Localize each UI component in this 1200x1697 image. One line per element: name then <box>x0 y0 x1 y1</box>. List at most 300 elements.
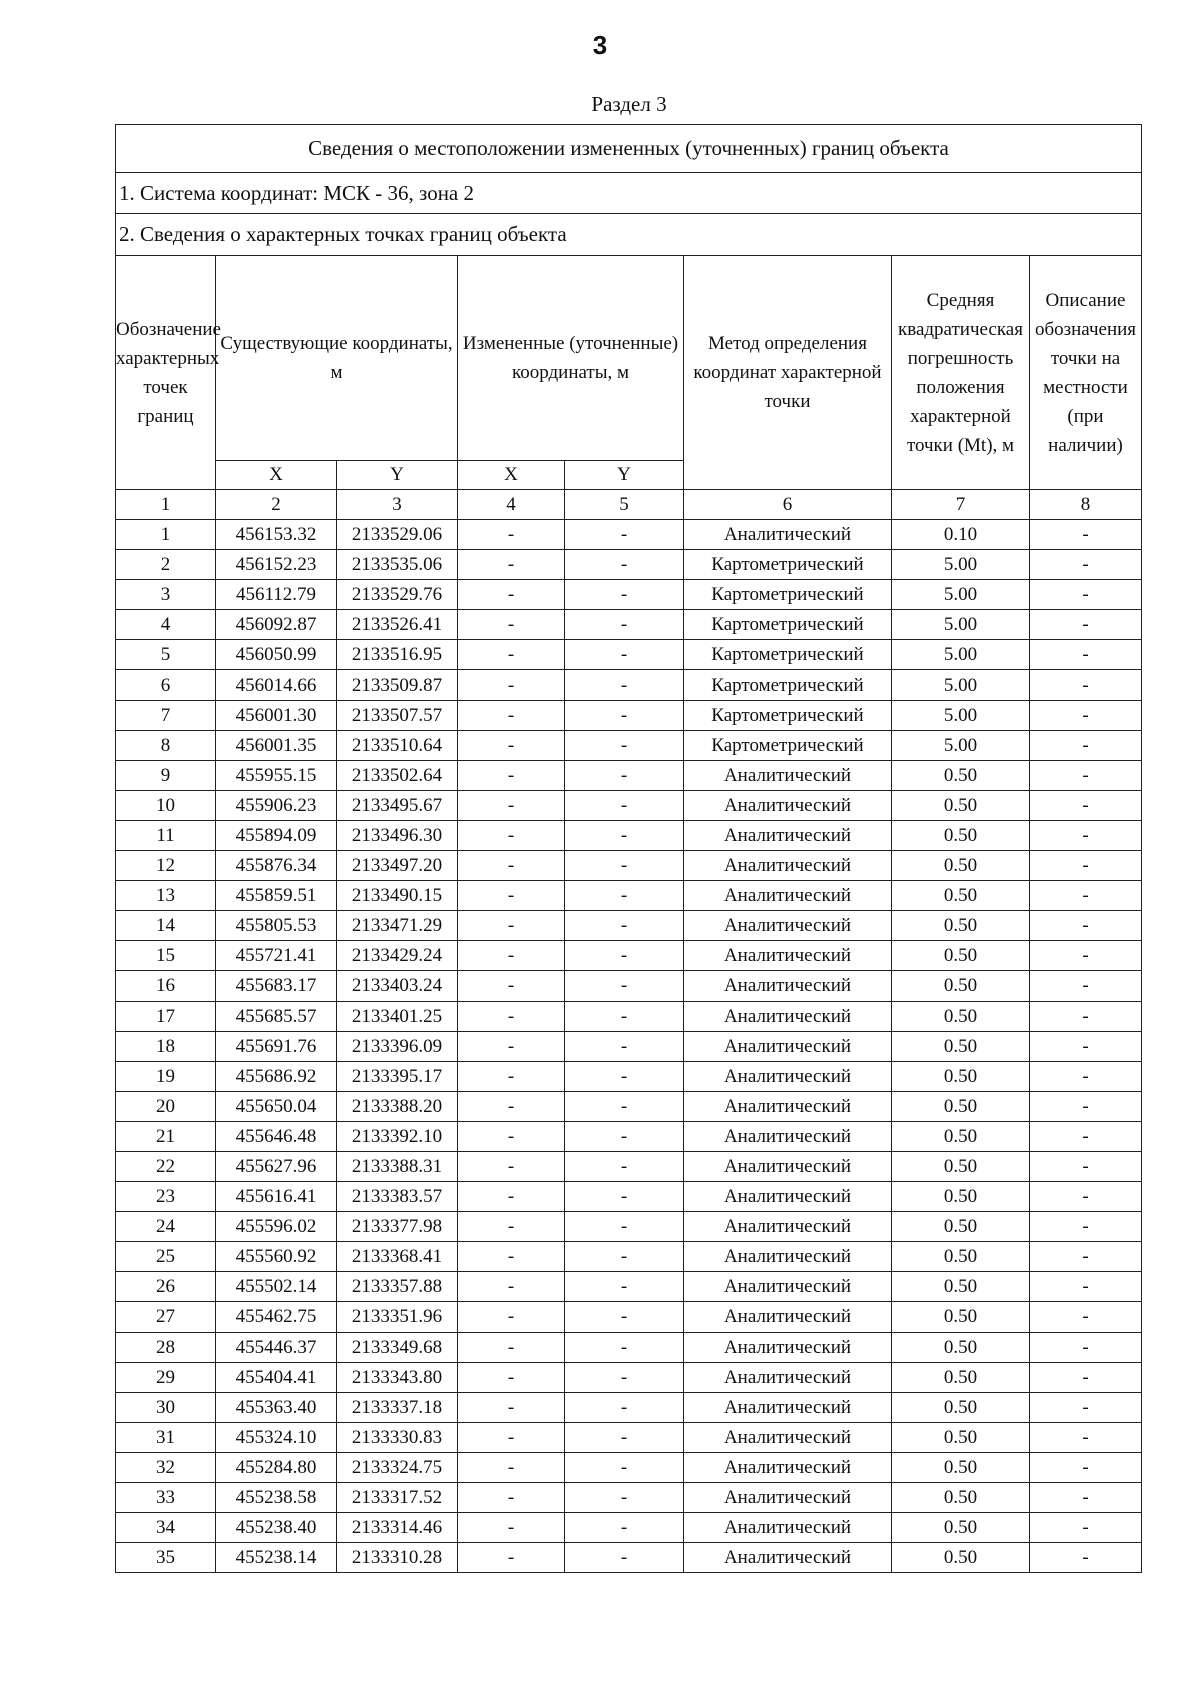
changed-y-cell: - <box>565 1182 684 1212</box>
method-cell: Аналитический <box>684 1151 892 1181</box>
point-number-cell: 26 <box>116 1272 216 1302</box>
description-cell: - <box>1030 1151 1142 1181</box>
table-row <box>116 1272 1142 1302</box>
accuracy-cell: 0.50 <box>892 790 1030 820</box>
description-cell: - <box>1030 1362 1142 1392</box>
method-cell: Картометрический <box>684 670 892 700</box>
point-number-cell: 20 <box>116 1091 216 1121</box>
table-row <box>116 1242 1142 1272</box>
accuracy-cell: 0.50 <box>892 911 1030 941</box>
header-designation: Обозначение характерных точек границ <box>116 256 216 490</box>
accuracy-cell: 0.50 <box>892 1483 1030 1513</box>
existing-y-cell: 2133509.87 <box>337 670 458 700</box>
changed-y-cell: - <box>565 610 684 640</box>
point-number-cell: 6 <box>116 670 216 700</box>
description-cell: - <box>1030 520 1142 550</box>
method-cell: Аналитический <box>684 1001 892 1031</box>
method-cell: Аналитический <box>684 820 892 850</box>
changed-x-cell: - <box>458 820 565 850</box>
table-row <box>116 1422 1142 1452</box>
changed-x-cell: - <box>458 1061 565 1091</box>
existing-y-cell: 2133395.17 <box>337 1061 458 1091</box>
point-number-cell: 30 <box>116 1392 216 1422</box>
point-number-cell: 29 <box>116 1362 216 1392</box>
method-cell: Аналитический <box>684 1212 892 1242</box>
column-number: 5 <box>565 490 684 520</box>
accuracy-cell: 0.50 <box>892 1091 1030 1121</box>
method-cell: Картометрический <box>684 730 892 760</box>
existing-x-cell: 455685.57 <box>216 1001 337 1031</box>
existing-x-cell: 455596.02 <box>216 1212 337 1242</box>
description-cell: - <box>1030 1483 1142 1513</box>
changed-x-cell: - <box>458 700 565 730</box>
changed-y-cell: - <box>565 1242 684 1272</box>
accuracy-cell: 0.50 <box>892 1001 1030 1031</box>
description-cell: - <box>1030 1121 1142 1151</box>
point-number-cell: 1 <box>116 520 216 550</box>
point-number-cell: 31 <box>116 1422 216 1452</box>
method-cell: Аналитический <box>684 881 892 911</box>
point-number-cell: 13 <box>116 881 216 911</box>
changed-x-cell: - <box>458 1543 565 1573</box>
existing-x-cell: 455284.80 <box>216 1452 337 1482</box>
method-cell: Картометрический <box>684 580 892 610</box>
table-row <box>116 1452 1142 1482</box>
header-changed-coordinates: Измененные (уточненные) координаты, м <box>458 256 684 461</box>
existing-y-cell: 2133507.57 <box>337 700 458 730</box>
header-existing-coordinates: Существующие координаты, м <box>216 256 458 461</box>
existing-y-cell: 2133495.67 <box>337 790 458 820</box>
point-number-cell: 2 <box>116 550 216 580</box>
existing-y-cell: 2133310.28 <box>337 1543 458 1573</box>
description-cell: - <box>1030 1543 1142 1573</box>
changed-x-cell: - <box>458 1362 565 1392</box>
existing-x-cell: 455805.53 <box>216 911 337 941</box>
description-cell: - <box>1030 1091 1142 1121</box>
point-number-cell: 32 <box>116 1452 216 1482</box>
point-number-cell: 19 <box>116 1061 216 1091</box>
table-row <box>116 1212 1142 1242</box>
changed-x-cell: - <box>458 911 565 941</box>
existing-y-cell: 2133526.41 <box>337 610 458 640</box>
header-description: Описание обозначения точки на местности (при наличии) <box>1030 256 1142 490</box>
point-number-cell: 11 <box>116 820 216 850</box>
changed-x-cell: - <box>458 1332 565 1362</box>
column-numbers-row <box>116 490 1142 520</box>
changed-x-cell: - <box>458 520 565 550</box>
accuracy-cell: 0.50 <box>892 1061 1030 1091</box>
changed-y-cell: - <box>565 911 684 941</box>
changed-x-cell: - <box>458 1212 565 1242</box>
point-number-cell: 5 <box>116 640 216 670</box>
description-cell: - <box>1030 1031 1142 1061</box>
changed-x-cell: - <box>458 640 565 670</box>
point-number-cell: 21 <box>116 1121 216 1151</box>
column-number: 7 <box>892 490 1030 520</box>
column-number: 3 <box>337 490 458 520</box>
header-existing-x: X <box>216 461 337 490</box>
table-row <box>116 790 1142 820</box>
description-cell: - <box>1030 760 1142 790</box>
changed-y-cell: - <box>565 1362 684 1392</box>
changed-y-cell: - <box>565 1272 684 1302</box>
existing-y-cell: 2133396.09 <box>337 1031 458 1061</box>
existing-x-cell: 455646.48 <box>216 1121 337 1151</box>
table-row <box>116 1091 1142 1121</box>
table-row <box>116 1001 1142 1031</box>
changed-y-cell: - <box>565 1513 684 1543</box>
accuracy-cell: 0.50 <box>892 820 1030 850</box>
description-cell: - <box>1030 550 1142 580</box>
method-cell: Аналитический <box>684 1272 892 1302</box>
changed-y-cell: - <box>565 520 684 550</box>
accuracy-cell: 0.50 <box>892 1332 1030 1362</box>
existing-x-cell: 456050.99 <box>216 640 337 670</box>
table-row <box>116 881 1142 911</box>
point-number-cell: 24 <box>116 1212 216 1242</box>
accuracy-cell: 0.10 <box>892 520 1030 550</box>
existing-x-cell: 455446.37 <box>216 1332 337 1362</box>
accuracy-cell: 5.00 <box>892 670 1030 700</box>
table-row <box>116 971 1142 1001</box>
method-cell: Аналитический <box>684 941 892 971</box>
table-row <box>116 1302 1142 1332</box>
existing-y-cell: 2133351.96 <box>337 1302 458 1332</box>
method-cell: Аналитический <box>684 790 892 820</box>
section-title: Раздел 3 <box>591 92 667 116</box>
changed-x-cell: - <box>458 941 565 971</box>
existing-x-cell: 456014.66 <box>216 670 337 700</box>
table-row <box>116 1483 1142 1513</box>
existing-y-cell: 2133401.25 <box>337 1001 458 1031</box>
existing-x-cell: 456001.35 <box>216 730 337 760</box>
changed-x-cell: - <box>458 760 565 790</box>
header-method: Метод определения координат характерной точки <box>684 256 892 490</box>
changed-y-cell: - <box>565 1543 684 1573</box>
existing-x-cell: 455906.23 <box>216 790 337 820</box>
description-cell: - <box>1030 1452 1142 1482</box>
point-number-cell: 33 <box>116 1483 216 1513</box>
existing-y-cell: 2133529.06 <box>337 520 458 550</box>
description-cell: - <box>1030 790 1142 820</box>
description-cell: - <box>1030 1422 1142 1452</box>
accuracy-cell: 0.50 <box>892 1452 1030 1482</box>
existing-y-cell: 2133496.30 <box>337 820 458 850</box>
existing-x-cell: 456153.32 <box>216 520 337 550</box>
column-number: 1 <box>116 490 216 520</box>
table-row <box>116 670 1142 700</box>
changed-x-cell: - <box>458 1182 565 1212</box>
existing-y-cell: 2133535.06 <box>337 550 458 580</box>
changed-x-cell: - <box>458 1392 565 1422</box>
description-cell: - <box>1030 971 1142 1001</box>
accuracy-cell: 0.50 <box>892 1031 1030 1061</box>
changed-x-cell: - <box>458 1272 565 1302</box>
changed-x-cell: - <box>458 1302 565 1332</box>
changed-y-cell: - <box>565 1332 684 1362</box>
point-number-cell: 34 <box>116 1513 216 1543</box>
table-row <box>116 1182 1142 1212</box>
table-row <box>116 640 1142 670</box>
changed-x-cell: - <box>458 1242 565 1272</box>
existing-x-cell: 455238.14 <box>216 1543 337 1573</box>
existing-y-cell: 2133324.75 <box>337 1452 458 1482</box>
header-changed-y: Y <box>565 461 684 490</box>
accuracy-cell: 0.50 <box>892 1513 1030 1543</box>
description-cell: - <box>1030 1332 1142 1362</box>
table-row <box>116 1392 1142 1422</box>
accuracy-cell: 0.50 <box>892 760 1030 790</box>
table-row <box>116 520 1142 550</box>
existing-y-cell: 2133429.24 <box>337 941 458 971</box>
accuracy-cell: 0.50 <box>892 1151 1030 1181</box>
existing-x-cell: 456112.79 <box>216 580 337 610</box>
changed-y-cell: - <box>565 1001 684 1031</box>
existing-x-cell: 455404.41 <box>216 1362 337 1392</box>
accuracy-cell: 0.50 <box>892 941 1030 971</box>
table-row <box>116 1061 1142 1091</box>
column-number: 8 <box>1030 490 1142 520</box>
method-cell: Аналитический <box>684 1392 892 1422</box>
existing-y-cell: 2133471.29 <box>337 911 458 941</box>
existing-x-cell: 456001.30 <box>216 700 337 730</box>
existing-y-cell: 2133317.52 <box>337 1483 458 1513</box>
description-cell: - <box>1030 851 1142 881</box>
method-cell: Аналитический <box>684 1091 892 1121</box>
table-row <box>116 911 1142 941</box>
existing-x-cell: 455876.34 <box>216 851 337 881</box>
table-row <box>116 1362 1142 1392</box>
method-cell: Картометрический <box>684 700 892 730</box>
point-number-cell: 15 <box>116 941 216 971</box>
changed-y-cell: - <box>565 881 684 911</box>
existing-y-cell: 2133392.10 <box>337 1121 458 1151</box>
point-number-cell: 10 <box>116 790 216 820</box>
changed-y-cell: - <box>565 1091 684 1121</box>
existing-x-cell: 455616.41 <box>216 1182 337 1212</box>
changed-y-cell: - <box>565 640 684 670</box>
table-row <box>116 760 1142 790</box>
method-cell: Аналитический <box>684 1061 892 1091</box>
changed-x-cell: - <box>458 1422 565 1452</box>
table-body <box>116 520 1142 1573</box>
changed-y-cell: - <box>565 1061 684 1091</box>
accuracy-cell: 0.50 <box>892 1182 1030 1212</box>
description-cell: - <box>1030 1182 1142 1212</box>
changed-x-cell: - <box>458 670 565 700</box>
point-number-cell: 28 <box>116 1332 216 1362</box>
method-cell: Аналитический <box>684 911 892 941</box>
existing-y-cell: 2133490.15 <box>337 881 458 911</box>
method-cell: Аналитический <box>684 520 892 550</box>
point-number-cell: 7 <box>116 700 216 730</box>
table-row <box>116 1121 1142 1151</box>
points-heading: 2. Сведения о характерных точках границ объекта <box>116 214 1142 256</box>
existing-x-cell: 456092.87 <box>216 610 337 640</box>
existing-y-cell: 2133349.68 <box>337 1332 458 1362</box>
existing-y-cell: 2133337.18 <box>337 1392 458 1422</box>
point-number-cell: 3 <box>116 580 216 610</box>
table-row <box>116 730 1142 760</box>
point-number-cell: 16 <box>116 971 216 1001</box>
method-cell: Аналитический <box>684 971 892 1001</box>
method-cell: Картометрический <box>684 610 892 640</box>
existing-y-cell: 2133330.83 <box>337 1422 458 1452</box>
changed-y-cell: - <box>565 1452 684 1482</box>
accuracy-cell: 0.50 <box>892 1121 1030 1151</box>
description-cell: - <box>1030 1392 1142 1422</box>
changed-y-cell: - <box>565 730 684 760</box>
existing-x-cell: 455691.76 <box>216 1031 337 1061</box>
point-number-cell: 35 <box>116 1543 216 1573</box>
existing-x-cell: 455955.15 <box>216 760 337 790</box>
existing-y-cell: 2133314.46 <box>337 1513 458 1543</box>
table-row <box>116 700 1142 730</box>
point-number-cell: 8 <box>116 730 216 760</box>
changed-x-cell: - <box>458 580 565 610</box>
accuracy-cell: 5.00 <box>892 610 1030 640</box>
changed-y-cell: - <box>565 941 684 971</box>
changed-y-cell: - <box>565 790 684 820</box>
accuracy-cell: 0.50 <box>892 1212 1030 1242</box>
existing-x-cell: 455462.75 <box>216 1302 337 1332</box>
existing-y-cell: 2133516.95 <box>337 640 458 670</box>
method-cell: Аналитический <box>684 1031 892 1061</box>
method-cell: Аналитический <box>684 1242 892 1272</box>
changed-x-cell: - <box>458 1031 565 1061</box>
description-cell: - <box>1030 1272 1142 1302</box>
description-cell: - <box>1030 730 1142 760</box>
existing-x-cell: 455686.92 <box>216 1061 337 1091</box>
header-changed-x: X <box>458 461 565 490</box>
changed-x-cell: - <box>458 1121 565 1151</box>
column-number: 4 <box>458 490 565 520</box>
method-cell: Аналитический <box>684 1362 892 1392</box>
changed-x-cell: - <box>458 1452 565 1482</box>
accuracy-cell: 0.50 <box>892 971 1030 1001</box>
point-number-cell: 14 <box>116 911 216 941</box>
changed-y-cell: - <box>565 1302 684 1332</box>
method-cell: Аналитический <box>684 1543 892 1573</box>
existing-x-cell: 455650.04 <box>216 1091 337 1121</box>
header-accuracy: Средняя квадратическая погрешность положения характерной точки (Mt), м <box>892 256 1030 490</box>
accuracy-cell: 0.50 <box>892 851 1030 881</box>
changed-y-cell: - <box>565 820 684 850</box>
existing-y-cell: 2133510.64 <box>337 730 458 760</box>
existing-y-cell: 2133377.98 <box>337 1212 458 1242</box>
changed-y-cell: - <box>565 1031 684 1061</box>
existing-x-cell: 455721.41 <box>216 941 337 971</box>
coordinates-table <box>115 124 1142 1573</box>
description-cell: - <box>1030 1513 1142 1543</box>
existing-y-cell: 2133388.31 <box>337 1151 458 1181</box>
existing-y-cell: 2133383.57 <box>337 1182 458 1212</box>
changed-y-cell: - <box>565 580 684 610</box>
description-cell: - <box>1030 1061 1142 1091</box>
changed-y-cell: - <box>565 700 684 730</box>
method-cell: Аналитический <box>684 1182 892 1212</box>
existing-y-cell: 2133497.20 <box>337 851 458 881</box>
method-cell: Аналитический <box>684 1302 892 1332</box>
point-number-cell: 12 <box>116 851 216 881</box>
changed-y-cell: - <box>565 1422 684 1452</box>
point-number-cell: 22 <box>116 1151 216 1181</box>
coordinate-system: 1. Система координат: МСК - 36, зона 2 <box>116 173 1142 214</box>
description-cell: - <box>1030 1302 1142 1332</box>
changed-x-cell: - <box>458 550 565 580</box>
accuracy-cell: 5.00 <box>892 640 1030 670</box>
description-cell: - <box>1030 580 1142 610</box>
point-number-cell: 18 <box>116 1031 216 1061</box>
accuracy-cell: 0.50 <box>892 1302 1030 1332</box>
changed-x-cell: - <box>458 1091 565 1121</box>
accuracy-cell: 0.50 <box>892 1272 1030 1302</box>
table-row <box>116 820 1142 850</box>
point-number-cell: 9 <box>116 760 216 790</box>
column-number: 2 <box>216 490 337 520</box>
changed-y-cell: - <box>565 1121 684 1151</box>
changed-x-cell: - <box>458 971 565 1001</box>
existing-x-cell: 455894.09 <box>216 820 337 850</box>
description-cell: - <box>1030 610 1142 640</box>
accuracy-cell: 0.50 <box>892 1362 1030 1392</box>
table-row <box>116 1332 1142 1362</box>
accuracy-cell: 5.00 <box>892 550 1030 580</box>
existing-x-cell: 455683.17 <box>216 971 337 1001</box>
changed-y-cell: - <box>565 760 684 790</box>
method-cell: Аналитический <box>684 1483 892 1513</box>
table-row <box>116 851 1142 881</box>
changed-y-cell: - <box>565 550 684 580</box>
description-cell: - <box>1030 941 1142 971</box>
description-cell: - <box>1030 1242 1142 1272</box>
table-row <box>116 550 1142 580</box>
table-row <box>116 580 1142 610</box>
accuracy-cell: 5.00 <box>892 700 1030 730</box>
existing-y-cell: 2133529.76 <box>337 580 458 610</box>
accuracy-cell: 0.50 <box>892 1543 1030 1573</box>
changed-y-cell: - <box>565 971 684 1001</box>
table-row <box>116 1151 1142 1181</box>
existing-x-cell: 455238.58 <box>216 1483 337 1513</box>
table-row <box>116 1513 1142 1543</box>
description-cell: - <box>1030 820 1142 850</box>
method-cell: Аналитический <box>684 760 892 790</box>
description-cell: - <box>1030 670 1142 700</box>
changed-x-cell: - <box>458 730 565 760</box>
existing-x-cell: 455324.10 <box>216 1422 337 1452</box>
existing-x-cell: 455859.51 <box>216 881 337 911</box>
accuracy-cell: 5.00 <box>892 730 1030 760</box>
point-number-cell: 27 <box>116 1302 216 1332</box>
point-number-cell: 25 <box>116 1242 216 1272</box>
changed-x-cell: - <box>458 1483 565 1513</box>
method-cell: Аналитический <box>684 1513 892 1543</box>
changed-x-cell: - <box>458 881 565 911</box>
existing-x-cell: 455238.40 <box>216 1513 337 1543</box>
changed-y-cell: - <box>565 1483 684 1513</box>
changed-x-cell: - <box>458 1513 565 1543</box>
existing-x-cell: 455502.14 <box>216 1272 337 1302</box>
description-cell: - <box>1030 1001 1142 1031</box>
method-cell: Аналитический <box>684 1332 892 1362</box>
changed-x-cell: - <box>458 790 565 820</box>
existing-y-cell: 2133502.64 <box>337 760 458 790</box>
existing-y-cell: 2133368.41 <box>337 1242 458 1272</box>
accuracy-cell: 0.50 <box>892 1422 1030 1452</box>
existing-y-cell: 2133343.80 <box>337 1362 458 1392</box>
changed-y-cell: - <box>565 1212 684 1242</box>
